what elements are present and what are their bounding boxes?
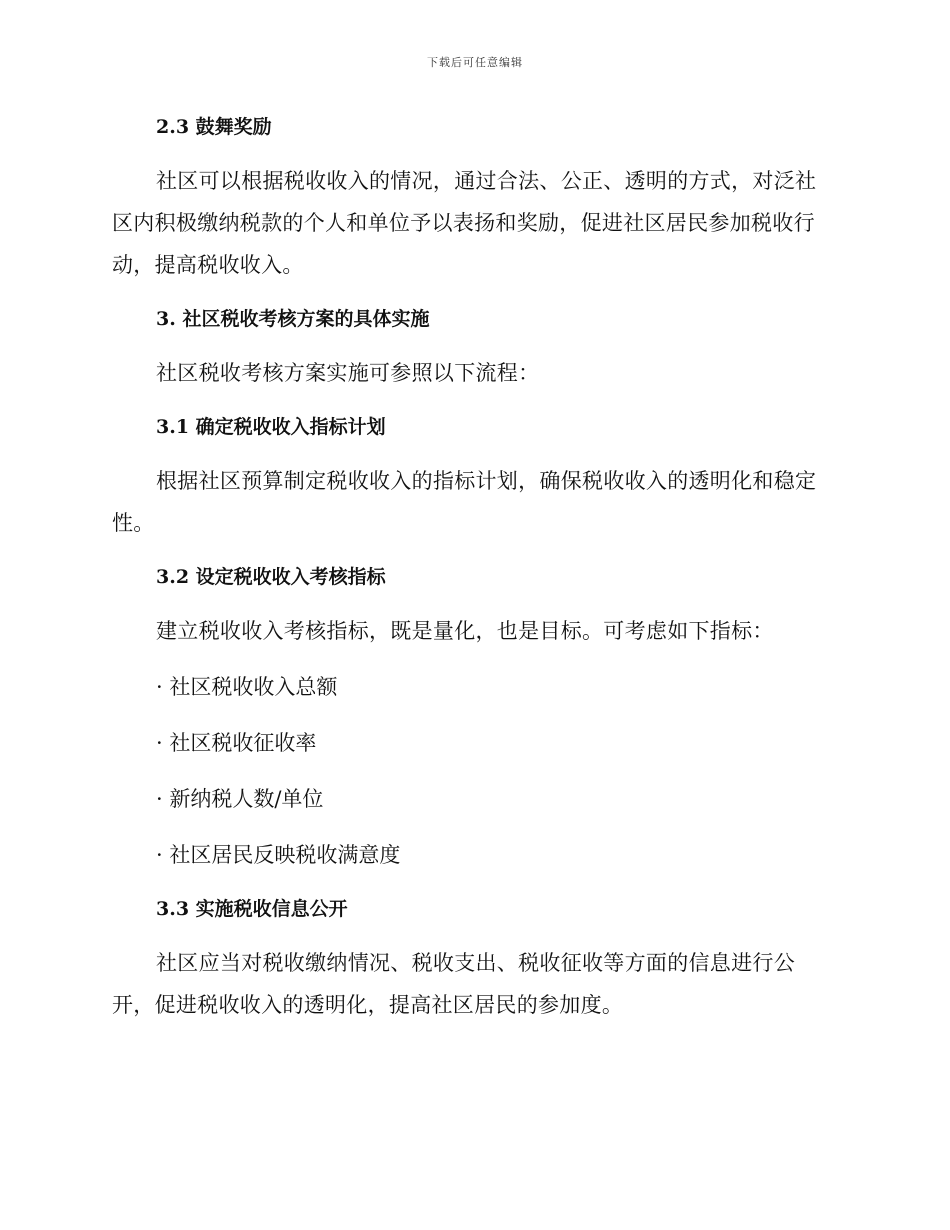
section-heading-3-1: 3.1 确定税收收入指标计划: [156, 416, 386, 438]
section-intro-3: 社区税收考核方案实施可参照以下流程：: [156, 361, 540, 385]
section-heading-2-3: 2.3 鼓舞奖励: [156, 116, 272, 138]
document-body: [112, 108, 832, 1026]
list-item: · 新纳税人数/单位: [156, 787, 324, 811]
section-heading-3-3: 3.3 实施税收信息公开: [156, 898, 348, 920]
section-heading-3: 3. 社区税收考核方案的具体实施: [156, 308, 430, 330]
list-item: · 社区居民反映税收满意度: [156, 843, 401, 867]
list-item: · 社区税收收入总额: [156, 675, 338, 699]
section-paragraph-2-3: 社区可以根据税收收入的情况，通过合法、公正、透明的方式，对泛社区内积极缴纳税款的个人和单位予以表扬和奖励，促进社区居民参加税收行动，提高税收收入。: [112, 169, 817, 277]
section-paragraph-3-2: 建立税收收入考核指标，既是量化，也是目标。可考虑如下指标：: [156, 619, 774, 643]
section-paragraph-3-1: 根据社区预算制定税收收入的指标计划，确保税收收入的透明化和稳定性。: [112, 469, 817, 535]
section-paragraph-3-3: 社区应当对税收缴纳情况、税收支出、税收征收等方面的信息进行公开，促进税收收入的透明化，提高社区居民的参加度。: [112, 951, 795, 1017]
list-item: · 社区税收征收率: [156, 731, 317, 755]
section-heading-3-2: 3.2 设定税收收入考核指标: [156, 566, 386, 588]
page-header-note: 下载后可任意编辑: [427, 56, 523, 69]
